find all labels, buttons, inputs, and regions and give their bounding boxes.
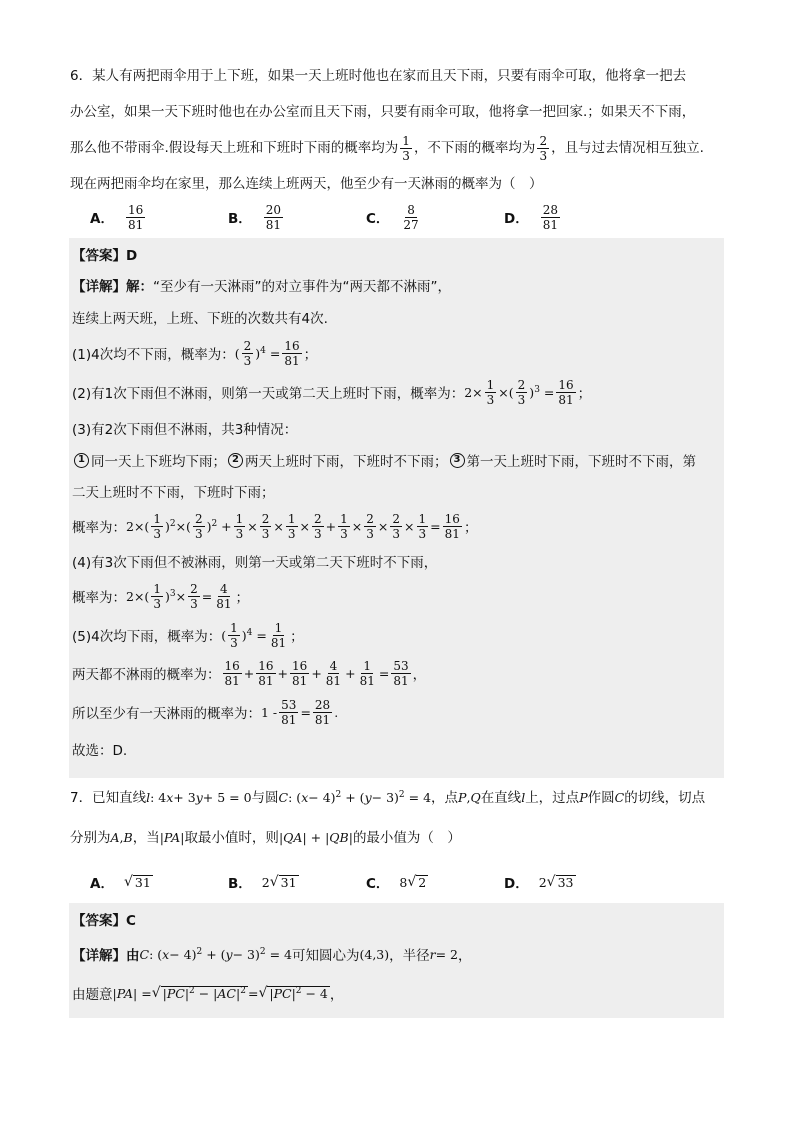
q7-choices	[90, 862, 642, 902]
q6-detail-11: (5)4次均下雨，概率为： ( $\frac{1}{3}$ )$^4$ = $\frac{1}{81}$ ；	[72, 620, 304, 650]
q6-choice-a[interactable]: A． $\frac{16}{81}$	[90, 202, 144, 232]
q7-line-1: 7．已知直线 l : 4 x + 3 y + 5 = 0 与圆 C : ( x − 4)$^2$ + ( y − 3)$^2$ = 4 ，点 P , Q 在直线 l 上，过点 P 作圆 C 的切线，切点	[70, 789, 706, 806]
q6-detail-9: (4)有3次下雨但不被淋雨，则第一天或第二天下班时不下雨，	[72, 555, 438, 571]
q6-detail-3: (1)4次均不下雨，概率为： ( $\frac{2}{3}$ )$^4$ = $\frac{16}{81}$ ；	[72, 338, 318, 368]
q6-detail-5: (3)有2次下雨但不淋雨，共3种情况：	[72, 422, 298, 438]
q6-line-3c: ，且与过去情况相互独立.	[551, 140, 704, 156]
question-6	[70, 58, 730, 202]
q7-answer-block	[69, 903, 724, 1018]
q6-choice-c[interactable]: C． $\frac{8}{27}$	[366, 202, 419, 232]
fraction-two-thirds: $\frac{2}{3}$	[539, 133, 548, 163]
q7-answer: 【答案】C	[72, 913, 136, 929]
q6-choice-b[interactable]: B． $\frac{20}{81}$	[228, 202, 282, 232]
q6-detail-14: 故选：D.	[72, 743, 128, 759]
q6-line-2: 办公室，如果一天下班时他也在办公室而且天下雨，只要有雨伞可取，他将拿一把回家.；如果天不下雨，	[70, 104, 696, 120]
q6-line-4: 现在两把雨伞均在家里，那么连续上班两天，他至少有一天淋雨的概率为（ ）	[70, 176, 543, 192]
q6-line-3b: ，不下雨的概率均为	[413, 140, 536, 156]
q6-answer: 【答案】D	[72, 248, 138, 264]
q6-choices	[90, 197, 642, 237]
q6-detail-2: 连续上两天班，上班、下班的次数共有4次.	[72, 311, 328, 327]
q7-detail-2: 由题意 | PA | = √ $|PC|^2 - |AC|^2$ = √ $|PC|^2 - 4$ ，	[72, 985, 344, 1003]
q7-choice-a[interactable]: A． √ 31	[90, 874, 151, 892]
q7-detail-1: 【详解】由 C : ( x − 4)$^2$ + ( y − 3)$^2$ = 4 可知圆心为 (4,3) ，半径 r = 2 ，	[72, 946, 472, 964]
q7-line-2: 分别为 A , B ，当 | PA | 取最小值时，则 | QA | + | QB | 的最小值为（ ）	[70, 830, 461, 846]
q7-choice-d[interactable]: D． 2 √ 33	[504, 874, 574, 892]
q6-detail-1: 【详解】解： “至少有一天淋雨”的对立事件为“两天都不淋雨”，	[72, 279, 451, 295]
q7-choice-c[interactable]: C． 8 √ 2	[366, 874, 427, 892]
q6-line-3	[70, 130, 730, 166]
q6-detail-13: 所以至少有一天淋雨的概率为： 1 - $\frac{53}{81}$ = $\frac{28}{81}$ .	[72, 697, 339, 727]
q6-detail-7: 二天上班时不下雨，下班时下雨；	[72, 485, 275, 501]
q6-line-3a: 那么他不带雨伞.假设每天上班和下班时下雨的概率均为	[70, 140, 399, 156]
q6-detail-12: 两天都不淋雨的概率为： $\frac{16}{81}$ + $\frac{16}{81}$ + $\frac{16}{81}$ + $\frac{4}{81}$ + $\frac{1}{81}$ = $\frac{53}{81}$ ，	[72, 658, 427, 688]
q6-choice-d[interactable]: D． $\frac{28}{81}$	[504, 202, 558, 232]
q6-detail-4: (2)有1次下雨但不淋雨，则第一天或第二天上班时下雨，概率为： 2× $\frac{1}{3}$ ×( $\frac{2}{3}$ )$^3$ = $\frac{16}{81}$ ；	[72, 377, 592, 407]
q6-answer-block	[69, 238, 724, 778]
q7-choice-b[interactable]: B． 2 √ 31	[228, 874, 297, 892]
q6-line-1: 6．某人有两把雨伞用于上下班，如果一天上班时他也在家而且天下雨，只要有雨伞可取，他将拿一把去	[70, 68, 687, 84]
question-7	[70, 780, 730, 856]
q6-detail-10: 概率为： 2×( $\frac{1}{3}$ )$^3$× $\frac{2}{3}$ = $\frac{4}{81}$ ；	[72, 581, 249, 611]
q6-detail-8: 概率为： 2×( $\frac{1}{3}$ )$^2$×( $\frac{2}{3}$ )$^2$ + $\frac{1}{3}$ × $\frac{2}{3}$ × $\frac{1}{3}$ × $\frac{2}{3}$ + $\frac{1}{3}$ × $\frac{2}{3}$ × $\frac{2}{3}$ × $\frac{1}{3}$ = $\frac{16}{81}$ ；	[72, 511, 478, 541]
fraction-one-third: $\frac{1}{3}$	[402, 133, 410, 163]
q6-detail-6: 1 同一天上下班均下雨； 2 两天上班时下雨，下班时不下雨； 3 第一天上班时下雨，下班时不下雨，第	[69, 444, 724, 476]
